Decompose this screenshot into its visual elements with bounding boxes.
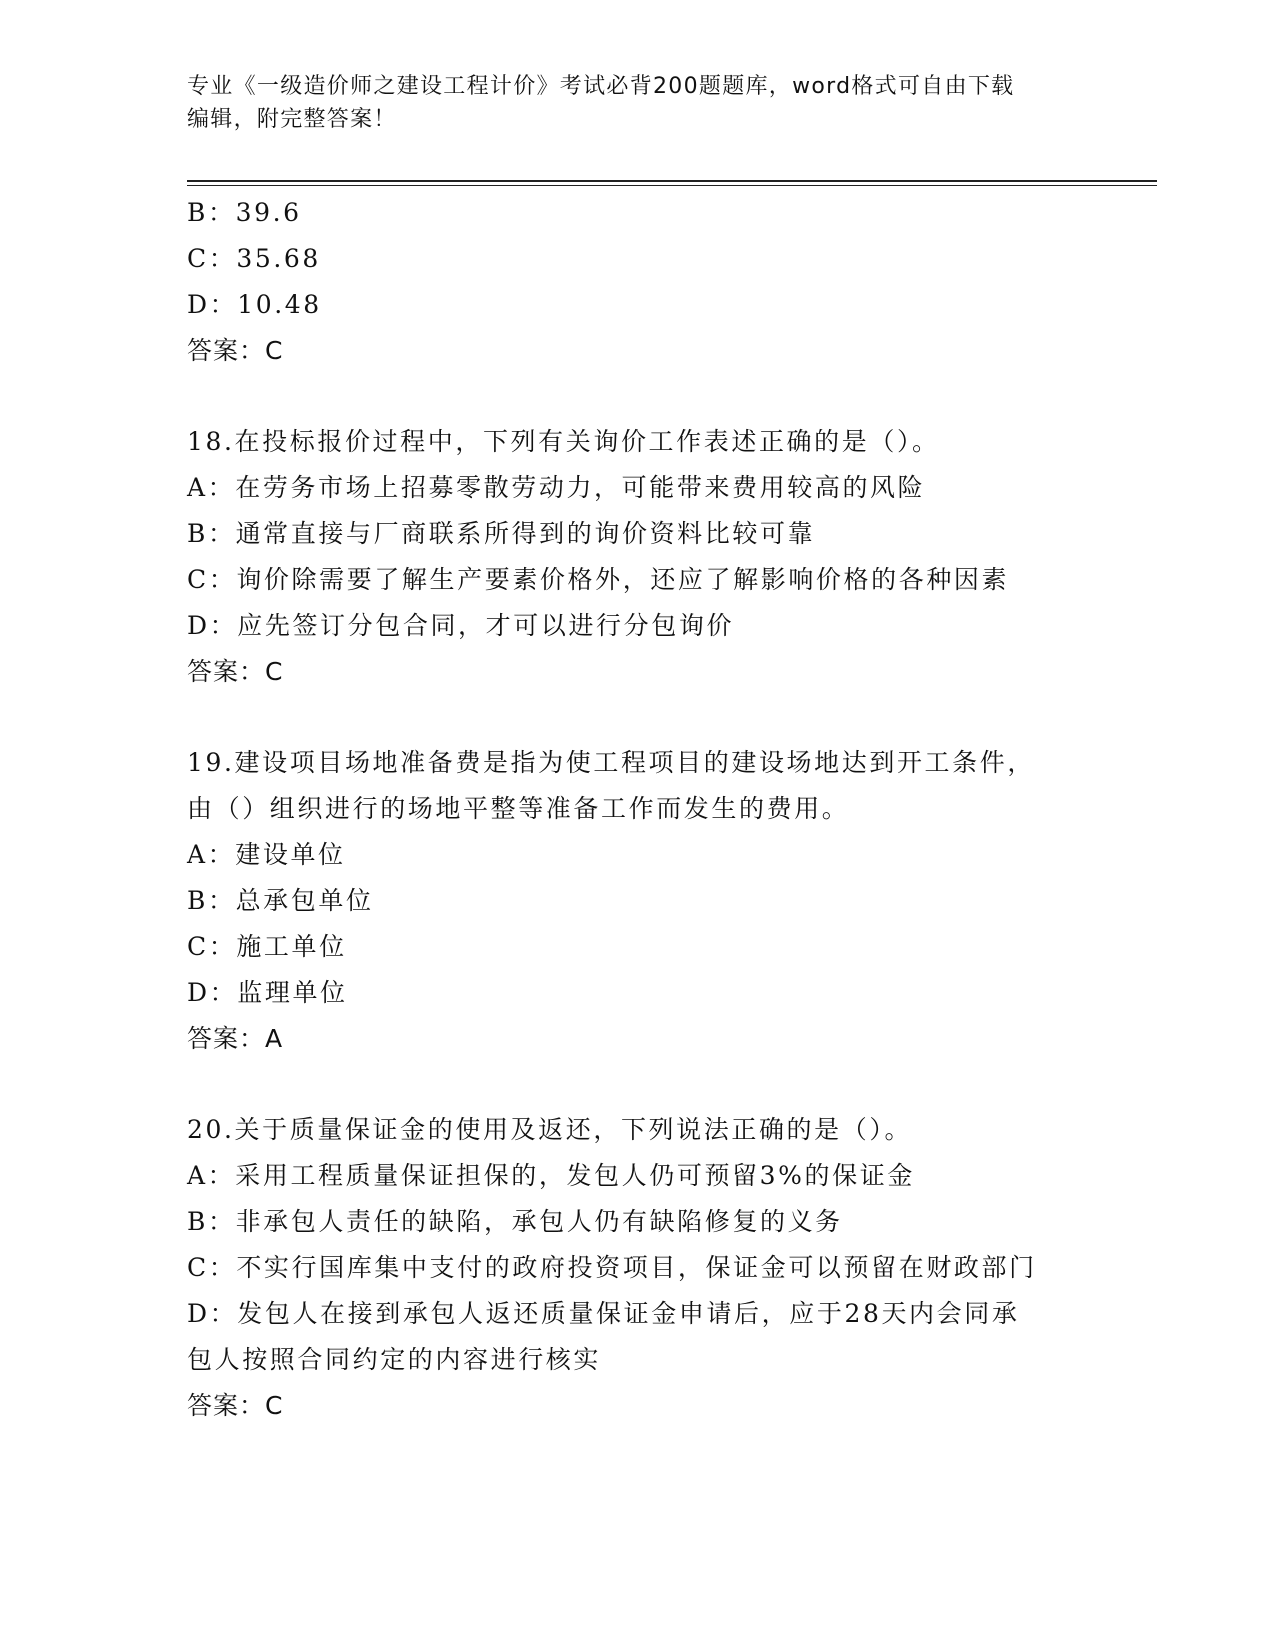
q19-option-a: A：建设单位 bbox=[187, 840, 346, 869]
q18-question: 18.在投标报价过程中，下列有关询价工作表述正确的是（）。 bbox=[187, 427, 940, 456]
q18-option-b: B：通常直接与厂商联系所得到的询价资料比较可靠 bbox=[187, 519, 816, 548]
q17-option-c: C：35.68 bbox=[187, 244, 321, 273]
question-20-block bbox=[187, 1107, 1087, 1429]
q20-answer: 答案：C bbox=[187, 1391, 284, 1420]
header-line-2: 编辑，附完整答案！ bbox=[187, 107, 397, 132]
q18-option-c: C：询价除需要了解生产要素价格外，还应了解影响价格的各种因素 bbox=[187, 565, 1010, 594]
q19-question-line-2: 由（）组织进行的场地平整等准备工作而发生的费用。 bbox=[187, 794, 850, 823]
q19-option-c: C：施工单位 bbox=[187, 932, 347, 961]
q17-answer: 答案：C bbox=[187, 336, 284, 365]
q20-option-d-line-2: 包人按照合同约定的内容进行核实 bbox=[187, 1345, 602, 1374]
q19-question-line-1: 19.建设项目场地准备费是指为使工程项目的建设场地达到开工条件， bbox=[187, 748, 1035, 777]
q18-option-a: A：在劳务市场上招募零散劳动力，可能带来费用较高的风险 bbox=[187, 473, 926, 502]
q18-answer: 答案：C bbox=[187, 657, 284, 686]
question-17-block bbox=[187, 190, 1087, 374]
header-line-1: 专业《一级造价师之建设工程计价》考试必背200题题库，word格式可自由下载 bbox=[187, 74, 1015, 99]
question-18-block bbox=[187, 419, 1087, 695]
spacer bbox=[187, 1062, 1087, 1107]
header-divider-thin bbox=[187, 185, 1157, 186]
q20-option-b: B：非承包人责任的缺陷，承包人仍有缺陷修复的义务 bbox=[187, 1207, 843, 1236]
spacer bbox=[187, 695, 1087, 740]
q19-answer: 答案：A bbox=[187, 1024, 284, 1053]
header-divider-thick bbox=[187, 180, 1157, 182]
spacer bbox=[187, 374, 1087, 419]
question-content bbox=[187, 190, 1087, 1429]
q20-question: 20.关于质量保证金的使用及返还，下列说法正确的是（）。 bbox=[187, 1115, 913, 1144]
document-header bbox=[187, 70, 1067, 136]
q17-option-d: D：10.48 bbox=[187, 290, 322, 319]
q17-option-b: B：39.6 bbox=[187, 198, 302, 227]
q18-option-d: D：应先签订分包合同，才可以进行分包询价 bbox=[187, 611, 735, 640]
q20-option-a: A：采用工程质量保证担保的，发包人仍可预留3%的保证金 bbox=[187, 1161, 915, 1190]
q19-option-b: B：总承包单位 bbox=[187, 886, 374, 915]
q20-option-d-line-1: D：发包人在接到承包人返还质量保证金申请后，应于28天内会同承 bbox=[187, 1299, 1020, 1328]
q19-option-d: D：监理单位 bbox=[187, 978, 348, 1007]
q20-option-c: C：不实行国库集中支付的政府投资项目，保证金可以预留在财政部门 bbox=[187, 1253, 1037, 1282]
question-19-block bbox=[187, 740, 1087, 1062]
